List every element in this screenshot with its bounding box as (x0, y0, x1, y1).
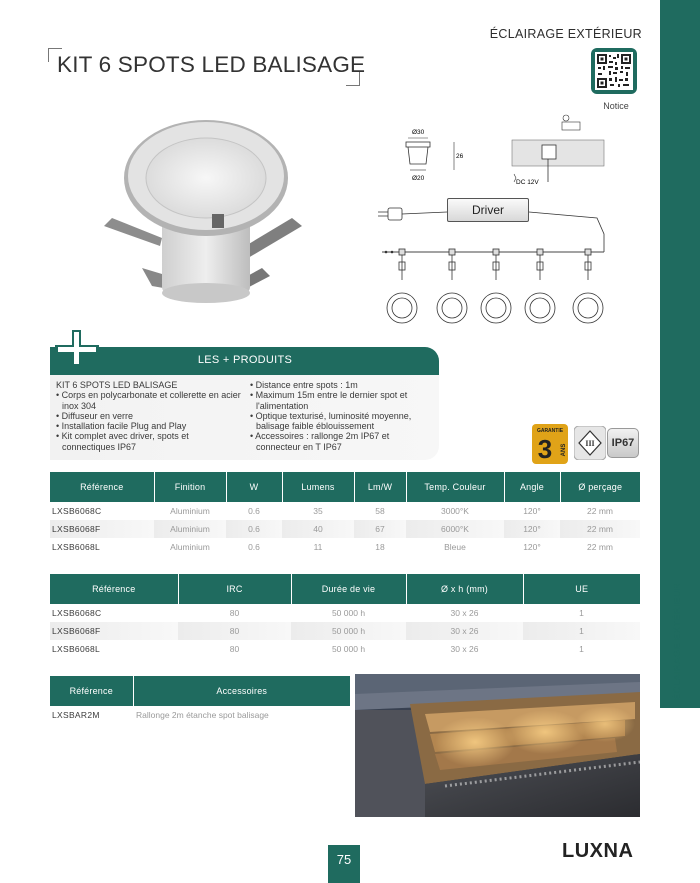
table-row (50, 502, 640, 520)
cell: 0.6 (248, 506, 260, 516)
cell: LXSB6068L (52, 542, 101, 552)
products-banner-title: LES + PRODUITS (197, 354, 293, 366)
driver-label: Driver (472, 203, 504, 217)
cell: 50 000 h (331, 608, 366, 618)
svg-text:III: III (585, 439, 595, 448)
col-header: Angle (504, 472, 560, 502)
cell: 120° (504, 520, 560, 538)
col-header: Lm/W (354, 472, 406, 502)
cell: LXSB6068F (50, 520, 154, 538)
cell: 35 (313, 506, 323, 516)
dim-height: 26 (456, 153, 464, 160)
feature-item: KIT 6 SPOTS LED BALISAGE (56, 380, 178, 390)
cell: 22 mm (587, 542, 613, 552)
cell: LXSB6068C (52, 608, 102, 618)
led-spot-product-image (92, 118, 314, 318)
feature-item: • Diffuseur en verre (56, 410, 134, 421)
page-title: KIT 6 SPOTS LED BALISAGE (57, 52, 366, 77)
table-row (50, 640, 640, 658)
cell: 120° (523, 506, 541, 516)
svg-text:3: 3 (537, 434, 553, 464)
cell: 80 (178, 622, 291, 640)
cell: LXSB6068C (52, 506, 102, 516)
cell: 6000°K (406, 520, 504, 538)
cell: 0.6 (226, 520, 282, 538)
brand-logo: LUXNA (562, 840, 634, 862)
warranty-badge-icon (532, 424, 568, 464)
qr-code-icon[interactable] (591, 48, 637, 94)
col-header: Temp. Couleur (406, 472, 504, 502)
col-header: IRC (178, 574, 291, 604)
feature-item: • Maximum 15m entre le dernier spot et l'alimentation (250, 390, 408, 411)
table-row (50, 706, 350, 724)
cell: 0.6 (248, 542, 260, 552)
table-header-row (50, 676, 350, 706)
features-list-right (250, 380, 436, 452)
page-number: 75 (336, 852, 352, 867)
feature-item: • Accessoires : rallonge 2m IP67 et connecteur en T IP67 (250, 431, 390, 452)
table-row (50, 520, 640, 538)
feature-item: • Corps en polycarbonate et collerette en acier inox 304 (56, 390, 241, 411)
col-header: UE (523, 574, 640, 604)
cell: 80 (229, 608, 240, 618)
feature-item: • Distance entre spots : 1m (250, 380, 358, 390)
cell: 22 mm (587, 506, 613, 516)
cell: Aluminium (170, 506, 210, 516)
voltage-label: DC 12V (516, 179, 539, 186)
side-section-label: ÉCLAIRAGE EXTÉRIEUR (672, 582, 683, 700)
cell: 50 000 h (291, 622, 406, 640)
cell: 40 (282, 520, 354, 538)
cell: 1 (523, 622, 640, 640)
feature-item: • Optique texturisé, luminosité moyenne, balisage faible éblouissement (250, 410, 412, 432)
section-title: ÉCLAIRAGE EXTÉRIEUR (489, 27, 642, 41)
cell: Aluminium (170, 542, 210, 552)
col-header: Lumens (282, 472, 354, 502)
feature-item: • Installation facile Plug and Play (56, 421, 187, 432)
table-header-row (50, 472, 640, 502)
class-iii-icon (574, 426, 606, 460)
table-row (50, 604, 640, 622)
cell: 67 (354, 520, 406, 538)
cell: 1 (579, 608, 584, 618)
cell: LXSBAR2M (52, 710, 100, 720)
ip67-badge: IP67 (607, 428, 639, 458)
table-header-row (50, 574, 640, 604)
cell: 1 (579, 644, 584, 654)
cell: 30 x 26 (406, 622, 523, 640)
table-row (50, 538, 640, 556)
feature-item: • Kit complet avec driver, spots et connectiques IP67 (56, 431, 189, 452)
cell: Bleue (444, 542, 466, 552)
cell: 3000°K (441, 506, 469, 516)
col-header: Ø perçage (560, 472, 640, 502)
col-header: Accessoires (133, 676, 350, 706)
cell: 30 x 26 (450, 608, 479, 618)
notice-label[interactable]: Notice (603, 101, 629, 111)
col-header: Référence (50, 574, 178, 604)
cell: 80 (229, 644, 240, 654)
table-row (50, 622, 640, 640)
title-frame (48, 48, 366, 86)
specs-table-2 (50, 574, 640, 658)
installation-photo (355, 674, 640, 817)
cell: 120° (523, 542, 541, 552)
cell: 50 000 h (331, 644, 366, 654)
cell: 22 mm (560, 520, 640, 538)
col-header: Ø x h (mm) (406, 574, 523, 604)
specs-table-1 (50, 472, 640, 556)
cell: 30 x 26 (450, 644, 479, 654)
cell: LXSB6068L (52, 644, 101, 654)
dim-diameter-top: Ø30 (412, 129, 425, 136)
features-list-left (56, 380, 242, 452)
svg-text:GARANTIE: GARANTIE (536, 428, 564, 434)
col-header: Durée de vie (291, 574, 406, 604)
cell: 58 (375, 506, 385, 516)
col-header: Finition (154, 472, 226, 502)
cell: Aluminium (154, 520, 226, 538)
col-header: Référence (50, 676, 133, 706)
cell: Rallonge 2m étanche spot balisage (136, 710, 269, 720)
cell: 11 (313, 542, 323, 552)
col-header: Référence (50, 472, 154, 502)
col-header: W (226, 472, 282, 502)
svg-text:ANS: ANS (561, 443, 567, 457)
dim-diameter-bottom: Ø20 (412, 175, 425, 182)
cell: LXSB6068F (50, 622, 178, 640)
cell: 18 (375, 542, 385, 552)
accessories-table (50, 676, 350, 724)
